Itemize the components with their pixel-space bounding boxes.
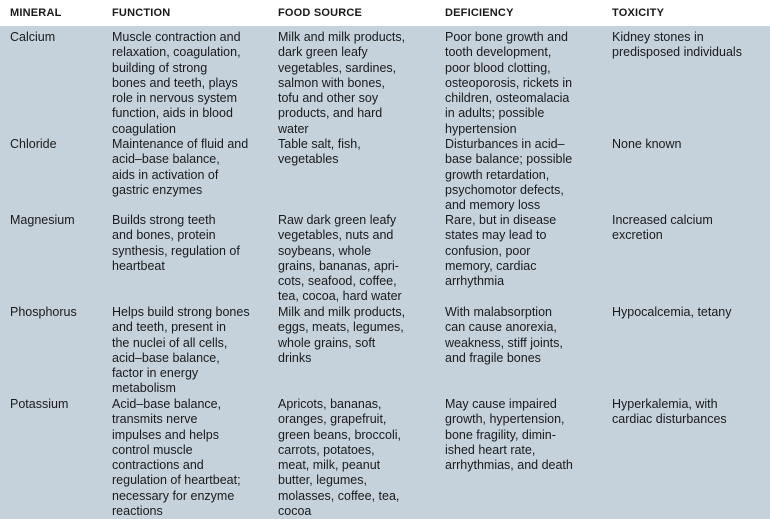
cell-line: states may lead to — [445, 228, 547, 243]
cell-food-source — [278, 137, 361, 168]
cell-mineral — [10, 213, 75, 228]
cell-line: and memory loss — [445, 198, 541, 213]
cell-line: necessary for enzyme — [112, 488, 235, 503]
cell-line: and fragile bones — [445, 350, 541, 365]
cell-toxicity — [612, 397, 727, 428]
cell-line: Muscle contraction and — [112, 30, 241, 44]
cell-deficiency — [445, 137, 572, 213]
header-food-source: FOOD SOURCE — [278, 7, 363, 19]
cell-line: arrhythmias, and death — [445, 458, 573, 473]
cell-line: tooth development, — [445, 45, 552, 60]
cell-food-source — [278, 30, 405, 137]
cell-line: tofu and other soy — [278, 91, 379, 106]
cell-mineral — [10, 137, 57, 152]
cell-toxicity — [612, 305, 732, 320]
cell-line: carrots, potatoes, — [278, 442, 375, 457]
cell-line: Raw dark green leafy — [278, 213, 397, 227]
header-deficiency: DEFICIENCY — [445, 7, 514, 19]
cell-line: Apricots, bananas, — [278, 397, 382, 411]
cell-line: hypertension — [445, 121, 517, 136]
cell-line: green beans, broccoli, — [278, 427, 401, 442]
cell-line: Phosphorus — [10, 305, 77, 319]
cell-food-source — [278, 397, 401, 519]
cell-line: Disturbances in acid– — [445, 137, 565, 151]
cell-line: dark green leafy — [278, 45, 368, 60]
cell-line: Magnesium — [10, 213, 75, 227]
cell-line: May cause impaired — [445, 397, 557, 411]
cell-line: whole grains, soft — [278, 335, 376, 350]
cell-line: Increased calcium — [612, 213, 713, 227]
cell-mineral — [10, 397, 68, 412]
cell-line: transmits nerve — [112, 412, 198, 427]
cell-line: ished heart rate, — [445, 442, 536, 457]
cell-line: factor in energy — [112, 366, 199, 381]
cell-line: children, osteomalacia — [445, 91, 570, 106]
cell-line: heartbeat — [112, 258, 165, 273]
cell-line: arrhythmia — [445, 274, 505, 289]
cell-line: Milk and milk products, — [278, 30, 406, 44]
cell-line: soybeans, whole — [278, 243, 372, 258]
cell-line: With malabsorption — [445, 305, 552, 319]
cell-line: excretion — [612, 228, 663, 243]
cell-line: contractions and — [112, 458, 204, 473]
cell-toxicity — [612, 213, 713, 244]
cell-line: Rare, but in disease — [445, 213, 557, 227]
cell-line: products, and hard — [278, 106, 383, 121]
cell-toxicity — [612, 30, 742, 61]
cell-line: vegetables, nuts and — [278, 228, 394, 243]
header-mineral: MINERAL — [10, 7, 62, 19]
cell-line: in adults; possible — [445, 106, 545, 121]
cell-line: impulses and helps — [112, 427, 220, 442]
cell-line: function, aids in blood — [112, 106, 233, 121]
cell-line: grains, bananas, apri- — [278, 258, 399, 273]
cell-line: bones and teeth, plays — [112, 75, 238, 90]
cell-line: growth retardation, — [445, 167, 550, 182]
cell-line: relaxation, coagulation, — [112, 45, 241, 60]
cell-line: synthesis, regulation of — [112, 243, 240, 258]
cell-line: tea, cocoa, hard water — [278, 289, 402, 304]
cell-line: molasses, coffee, tea, — [278, 488, 400, 503]
cell-line: acid–base balance, — [112, 152, 220, 167]
cell-line: coagulation — [112, 121, 176, 136]
header-toxicity: TOXICITY — [612, 7, 665, 19]
cell-line: reactions — [112, 504, 163, 519]
cell-line: confusion, poor — [445, 243, 531, 258]
cell-line: poor blood clotting, — [445, 60, 551, 75]
cell-line: regulation of heartbeat; — [112, 473, 241, 488]
cell-line: vegetables, sardines, — [278, 60, 397, 75]
cell-line: growth, hypertension, — [445, 412, 565, 427]
cell-mineral — [10, 30, 55, 45]
cell-line: cots, seafood, coffee, — [278, 274, 397, 289]
header-function: FUNCTION — [112, 7, 171, 19]
cell-deficiency — [445, 397, 573, 473]
cell-line: Builds strong teeth — [112, 213, 216, 227]
cell-deficiency — [445, 30, 572, 137]
cell-line: acid–base balance, — [112, 350, 220, 365]
cell-line: oranges, grapefruit, — [278, 412, 387, 427]
cell-deficiency — [445, 305, 563, 366]
cell-line: and teeth, present in — [112, 320, 226, 335]
cell-function — [112, 213, 240, 274]
cell-line: vegetables — [278, 152, 339, 167]
cell-line: psychomotor defects, — [445, 182, 564, 197]
cell-line: bone fragility, dimin- — [445, 427, 556, 442]
cell-line: Hypocalcemia, tetany — [612, 305, 732, 319]
cell-line: cardiac disturbances — [612, 412, 727, 427]
cell-line: gastric enzymes — [112, 182, 203, 197]
cell-line: drinks — [278, 350, 312, 365]
cell-line: osteoporosis, rickets in — [445, 75, 573, 90]
cell-line: water — [278, 121, 309, 136]
cell-line: base balance; possible — [445, 152, 573, 167]
cell-line: eggs, meats, legumes, — [278, 320, 404, 335]
cell-deficiency — [445, 213, 556, 289]
cell-line: Acid–base balance, — [112, 397, 222, 411]
cell-line: the nuclei of all cells, — [112, 335, 228, 350]
cell-function — [112, 137, 248, 198]
cell-line: Potassium — [10, 397, 69, 411]
cell-line: predisposed individuals — [612, 45, 742, 60]
cell-line: aids in activation of — [112, 167, 219, 182]
cell-line: Calcium — [10, 30, 56, 44]
cell-line: weakness, stiff joints, — [445, 335, 563, 350]
cell-line: memory, cardiac — [445, 258, 537, 273]
cell-line: Helps build strong bones — [112, 305, 250, 319]
cell-toxicity — [612, 137, 682, 152]
cell-line: Maintenance of fluid and — [112, 137, 249, 151]
cell-mineral — [10, 305, 77, 320]
cell-line: Poor bone growth and — [445, 30, 569, 44]
table-header-row — [0, 0, 770, 26]
cell-line: Hyperkalemia, with — [612, 397, 718, 411]
cell-function — [112, 397, 241, 519]
cell-line: and bones, protein — [112, 228, 216, 243]
cell-line: Milk and milk products, — [278, 305, 406, 319]
cell-line: building of strong — [112, 60, 208, 75]
cell-line: cocoa — [278, 504, 312, 519]
cell-line: salmon with bones, — [278, 75, 386, 90]
cell-function — [112, 305, 250, 397]
cell-function — [112, 30, 241, 137]
cell-line: Table salt, fish, — [278, 137, 361, 151]
cell-line: butter, legumes, — [278, 473, 367, 488]
cell-line: control muscle — [112, 442, 193, 457]
cell-line: metabolism — [112, 381, 176, 396]
cell-line: Kidney stones in — [612, 30, 704, 44]
cell-line: Chloride — [10, 137, 57, 151]
cell-line: meat, milk, peanut — [278, 458, 381, 473]
cell-line: can cause anorexia, — [445, 320, 557, 335]
cell-food-source — [278, 305, 405, 366]
cell-line: None known — [612, 137, 682, 151]
cell-food-source — [278, 213, 402, 305]
cell-line: role in nervous system — [112, 91, 238, 106]
